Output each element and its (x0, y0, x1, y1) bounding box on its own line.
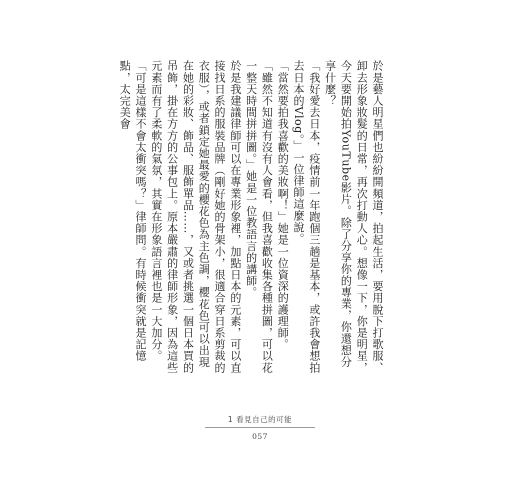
paragraph-3: 「當然要拍我喜歡的美妝啊！」她是一位資深的護理師。 (276, 60, 290, 350)
paragraph-5: 於是我建議律師可以在專業形象裡，加點日本的元素，可以直接找日系的服裝品牌（剛好她的骨架小，很適合穿日系剪裁的衣服），或者鎖定她最愛的櫻花色為主色調，櫻花色可以出現在她的彩妝、飾品、服飾單品……，又或者挑選一個日本買的吊飾，掛在方方的公事包上。原本嚴肅的律師形象，因為這些元素而有了柔軟的氣氛，其實在形象語言裡也是一大加分。 (149, 60, 242, 374)
paragraph-6: 「可是這樣不會太衝突嗎？」律師問。有時候衝突就是記憶點，太完美會 (118, 60, 148, 362)
paragraph-1 (322, 60, 385, 378)
paragraph-4: 「雖然不知道有沒有人會看，但我喜歡收集各種拼圖，可以花一整天時間拼拼圖。」她是一位教語言的講師。 (244, 60, 274, 374)
chapter-title: 1 看見自己的可能 (227, 415, 293, 424)
page-number: 057 (252, 432, 268, 441)
vertical-body-text (118, 60, 385, 378)
paragraph-2: 「我好愛去日本，疫情前一年跑個三趟是基本，或許我會想拍去日本的Vlog。」一位律師這麼說。 (292, 60, 321, 374)
footer-divider (205, 427, 315, 428)
paragraph-1-rest: 髮的日常，再次打動人心。想像一下，你是明星，今天要開始拍YouTube影片。除了分享你的專業，你還想分享什麼？ (323, 60, 369, 374)
paragraph-1-lead: 於是藝人明星們也紛紛開頻道，拍起生活，要用脫下打歌服、卸去形象妝 (355, 60, 384, 374)
